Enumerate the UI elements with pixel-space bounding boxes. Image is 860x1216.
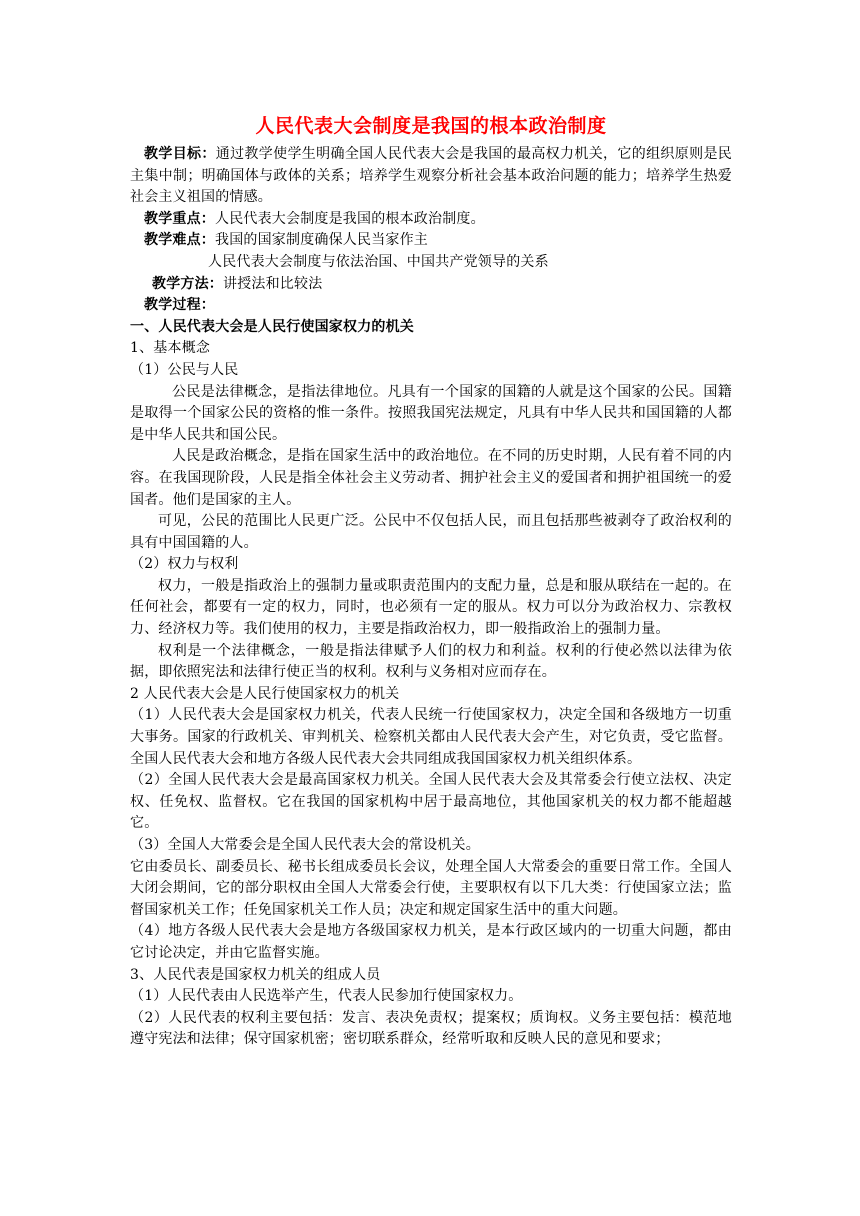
citizen-paragraph: 公民是法律概念，是指法律地位。凡具有一个国家的国籍的人就是这个国家的公民。国籍是取得一个国家公民的资格的惟一条件。按照我国宪法规定，凡具有中华人民共和国国籍的人都是中华人民共和国公民。 (130, 383, 732, 443)
difficulty-text-2: 人民代表大会制度与依法治国、中国共产党领导的关系 (208, 253, 549, 270)
section1-para-2-3b: 它由委员长、副委员长、秘书长组成委员长会议，处理全国人大常委会的重要日常工作。全国人大闭会期间，它的部分职权由全国人大常委会行使，主要职权有以下几大类：行使国家立法；监督国家机关工作；任免国家机关工作人员；决定和规定国家生活中的重大问题。 (130, 858, 732, 918)
key-point-paragraph (130, 209, 732, 231)
process-paragraph (130, 295, 732, 317)
section1-subheading-3: 3、人民代表是国家权力机关的组成人员 (130, 966, 381, 983)
process-label: 教学过程： (144, 297, 215, 314)
section1-subheading-2: 2 人民代表大会是人民行使国家权力的机关 (130, 685, 400, 702)
section1-para-3-2: （2）人民代表的权利主要包括：发言、表决免责权；提案权；质询权。义务主要包括：模范地遵守宪法和法律；保守国家机密；密切联系群众，经常听取和反映人民的意见和要求； (130, 1009, 732, 1048)
difficulty-text-1: 我国的国家制度确保人民当家作主 (215, 232, 428, 249)
people-paragraph: 人民是政治概念，是指在国家生活中的政治地位。在不同的历史时期，人民有着不同的内容。在我国现阶段，人民是指全体社会主义劳动者、拥护社会主义的爱国者和拥护祖国统一的爱国者。他们是国家的主人。 (130, 448, 732, 508)
section1-para-3-1: （1）人民代表由人民选举产生，代表人民参加行使国家权力。 (130, 988, 523, 1005)
section1-para-2-2: （2）全国人民代表大会是最高国家权力机关。全国人民代表大会及其常委会行使立法权、决定权、任免权、监督权。它在我国的国家机构中居于最高地位，其他国家机关的权力都不能超越它。 (130, 772, 732, 832)
difficulty-paragraph (130, 230, 732, 252)
document-page (130, 112, 732, 1051)
key-point-text: 人民代表大会制度是我国的根本政治制度。 (215, 210, 485, 227)
section1-item-1: （1）公民与人民 (130, 361, 239, 378)
section1-para-2-3a: （3）全国人大常委会是全国人民代表大会的常设机关。 (130, 837, 480, 853)
objectives-text: 通过教学使学生明确全国人民代表大会是我国的最高权力机关，它的组织原则是民主集中制；明确国体与政体的关系；培养学生观察分析社会基本政治问题的能力；培养学生热爱社会主义祖国的情感。 (130, 146, 733, 206)
right-paragraph: 权利是一个法律概念，一般是指法律赋予人们的权力和利益。权利的行使必然以法律为依据，即依照宪法和法律行使正当的权利。权利与义务相对应而存在。 (130, 642, 732, 681)
section1-item-2: （2）权力与权利 (130, 556, 239, 573)
method-paragraph (130, 274, 732, 296)
section1-para-2-4: （4）地方各级人民代表大会是地方各级国家权力机关，是本行政区域内的一切重大问题，都由它讨论决定，并由它监督实施。 (130, 923, 732, 961)
section1-subheading-1: 1、基本概念 (130, 340, 211, 357)
difficulty-paragraph-2 (130, 252, 732, 274)
method-text: 讲授法和比较法 (223, 275, 323, 292)
section1-para-2-1: （1）人民代表大会是国家权力机关，代表人民统一行使国家权力，决定全国和各级地方一切重大事务。国家的行政机关、审判机关、检察机关都由人民代表大会产生，对它负责，受它监督。全国人民代表大会和地方各级人民代表大会共同组成我国国家权力机关组织体系。 (130, 707, 732, 767)
objectives-paragraph (130, 144, 732, 209)
power-paragraph: 权力，一般是指政治上的强制力量或职责范围内的支配力量，总是和服从联结在一起的。在任何社会，都要有一定的权力，同时，也必须有一定的服从。权力可以分为政治权力、宗教权力、经济权力等。我们使用的权力，主要是指政治权力，即一般指政治上的强制力量。 (130, 577, 732, 638)
objectives-label: 教学目标： (144, 146, 216, 162)
document-title: 人民代表大会制度是我国的根本政治制度 (255, 115, 607, 137)
difficulty-label: 教学难点： (144, 232, 215, 249)
section1-heading: 一、人民代表大会是人民行使国家权力的机关 (130, 318, 414, 335)
method-label: 教学方法： (152, 275, 223, 292)
compare-paragraph: 可见，公民的范围比人民更广泛。公民中不仅包括人民，而且包括那些被剥夺了政治权利的具有中国国籍的人。 (130, 513, 732, 551)
key-point-label: 教学重点： (144, 210, 215, 227)
